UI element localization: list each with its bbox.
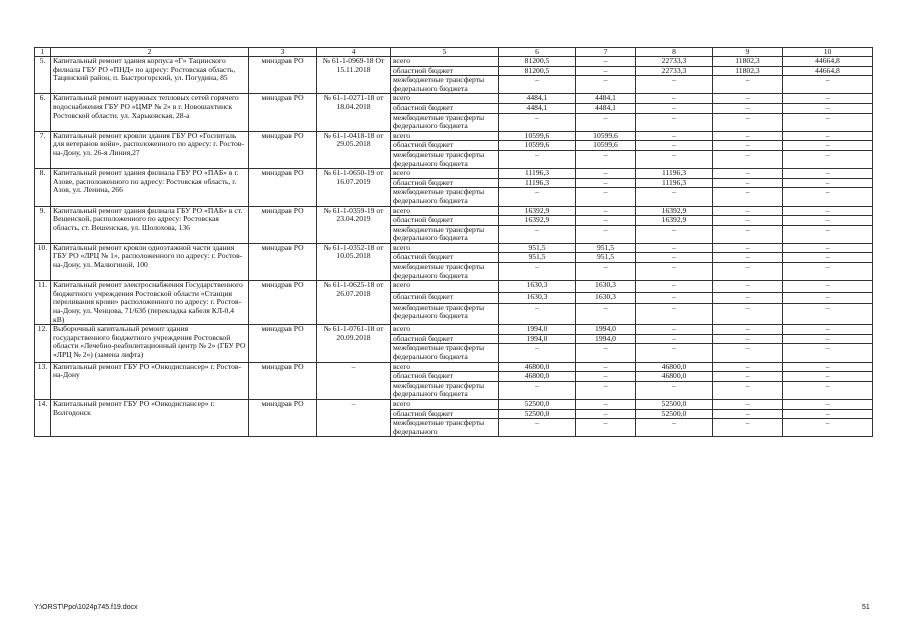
amount-cell: 11802,3 xyxy=(713,66,783,76)
amount-cell: 81200,5 xyxy=(499,66,576,76)
responsible-org: минздрав РО xyxy=(249,206,317,243)
amount-cell: – xyxy=(576,372,636,382)
amount-cell: 22733,3 xyxy=(636,57,713,67)
amount-cell: – xyxy=(713,76,783,94)
amount-cell: 10599,6 xyxy=(576,141,636,151)
amount-cell: – xyxy=(576,344,636,362)
amount-cell: – xyxy=(713,419,783,437)
amount-cell: – xyxy=(783,281,873,292)
funding-source: областной бюджет xyxy=(391,334,499,344)
budget-table xyxy=(34,47,873,437)
header-cell: 4 xyxy=(317,48,391,57)
amount-cell: – xyxy=(713,243,783,253)
amount-cell: – xyxy=(636,281,713,292)
amount-cell: – xyxy=(576,178,636,188)
amount-cell: – xyxy=(713,150,783,168)
header-cell: 1 xyxy=(35,48,51,57)
amount-cell: – xyxy=(499,303,576,324)
row-number: 12. xyxy=(35,325,51,362)
amount-cell: 16392,9 xyxy=(636,216,713,226)
amount-cell: 951,5 xyxy=(499,243,576,253)
funding-source: областной бюджет xyxy=(391,178,499,188)
object-name: Выборочный капитальный ремонт здания государственного бюджетного учреждения Ростовской области «Лечебно-реабилитационный центр № 2» (ГБУ РО «ЛРЦ № 2») (замена лифта) xyxy=(51,325,249,362)
amount-cell: – xyxy=(713,399,783,409)
amount-cell: – xyxy=(783,178,873,188)
amount-cell: – xyxy=(783,381,873,399)
amount-cell: – xyxy=(636,113,713,131)
object-name: Капитальный ремонт здания филиала ГБУ РО «ПАБ» в г. Азове, расположенного по адресу: Ростовская область, г. Азов, ул. Ленина, 266 xyxy=(51,169,249,206)
amount-cell: – xyxy=(713,263,783,281)
amount-cell: – xyxy=(713,292,783,303)
amount-cell: – xyxy=(713,281,783,292)
amount-cell: 951,5 xyxy=(576,253,636,263)
funding-source: областной бюджет xyxy=(391,103,499,113)
funding-source: межбюджетные трансферты федерального xyxy=(391,419,499,437)
amount-cell: 951,5 xyxy=(499,253,576,263)
amount-cell: 1994,0 xyxy=(499,334,576,344)
amount-cell: 1994,0 xyxy=(576,334,636,344)
funding-source: межбюджетные трансферты федерального бюджета xyxy=(391,76,499,94)
amount-cell: – xyxy=(636,103,713,113)
amount-cell: 52500,0 xyxy=(636,399,713,409)
amount-cell: 951,5 xyxy=(576,243,636,253)
amount-cell: – xyxy=(499,150,576,168)
object-name: Капитальный ремонт наружных тепловых сетей горячего водоснабжения ГБУ РО «ЦМР № 2» в г. Новошахтинск Ростовской области. ул. Харьковская, 28-а xyxy=(51,94,249,131)
funding-source: межбюджетные трансферты федерального бюджета xyxy=(391,303,499,324)
expertise-document: № 61-1-0418-18 от 29.05.2018 xyxy=(317,131,391,168)
table-row xyxy=(35,169,873,179)
amount-cell: – xyxy=(576,188,636,206)
funding-source: всего xyxy=(391,281,499,292)
expertise-document: – xyxy=(317,399,391,436)
amount-cell: 1630,3 xyxy=(576,292,636,303)
amount-cell: – xyxy=(783,419,873,437)
amount-cell: – xyxy=(783,263,873,281)
amount-cell: – xyxy=(783,188,873,206)
funding-source: областной бюджет xyxy=(391,66,499,76)
funding-source: всего xyxy=(391,325,499,335)
amount-cell: – xyxy=(499,188,576,206)
amount-cell: 16392,9 xyxy=(636,206,713,216)
amount-cell: – xyxy=(636,131,713,141)
amount-cell: – xyxy=(576,303,636,324)
amount-cell: – xyxy=(713,344,783,362)
funding-source: межбюджетные трансферты федерального бюджета xyxy=(391,188,499,206)
amount-cell: – xyxy=(576,169,636,179)
amount-cell: – xyxy=(713,372,783,382)
amount-cell: – xyxy=(576,419,636,437)
amount-cell: – xyxy=(783,131,873,141)
amount-cell: – xyxy=(636,150,713,168)
amount-cell: 10599,6 xyxy=(499,141,576,151)
funding-source: областной бюджет xyxy=(391,216,499,226)
object-name: Капитальный ремонт кровли одноэтажной части здания ГБУ РО «ЛРЦ № 1», расположенного по адресу: г. Ростов-на-Дону, ул. Малюгиной, 100 xyxy=(51,243,249,280)
funding-source: всего xyxy=(391,243,499,253)
amount-cell: 11196,3 xyxy=(636,169,713,179)
amount-cell: – xyxy=(576,113,636,131)
row-number: 11. xyxy=(35,281,51,325)
amount-cell: – xyxy=(576,216,636,226)
amount-cell: – xyxy=(713,169,783,179)
amount-cell: – xyxy=(499,263,576,281)
amount-cell: 10599,6 xyxy=(576,131,636,141)
amount-cell: – xyxy=(713,334,783,344)
amount-cell: – xyxy=(499,225,576,243)
amount-cell: – xyxy=(636,344,713,362)
amount-cell: 52500,0 xyxy=(499,409,576,419)
amount-cell: 4484,1 xyxy=(576,94,636,104)
amount-cell: – xyxy=(713,303,783,324)
amount-cell: – xyxy=(783,94,873,104)
responsible-org: минздрав РО xyxy=(249,57,317,94)
amount-cell: – xyxy=(783,243,873,253)
amount-cell: – xyxy=(783,325,873,335)
funding-source: всего xyxy=(391,399,499,409)
amount-cell: – xyxy=(576,76,636,94)
amount-cell: 44664,8 xyxy=(783,66,873,76)
funding-source: всего xyxy=(391,131,499,141)
object-name: Капитальный ремонт кровли здания ГБУ РО «Госпиталь для ветеранов войн», расположенного по адресу: г. Ростов-на-Дону, ул. 26-я Линия,27 xyxy=(51,131,249,168)
row-number: 6. xyxy=(35,94,51,131)
object-name: Капитальный ремонт здания филиала ГБУ РО «ПАБ» в ст. Вешенской, расположенного по адресу: Ростовская область, ст. Вешенская, ул. Шолохова, 136 xyxy=(51,206,249,243)
responsible-org: минздрав РО xyxy=(249,169,317,206)
funding-source: областной бюджет xyxy=(391,253,499,263)
amount-cell: – xyxy=(783,113,873,131)
header-cell: 9 xyxy=(713,48,783,57)
amount-cell: 1630,3 xyxy=(499,292,576,303)
funding-source: всего xyxy=(391,362,499,372)
table-row xyxy=(35,57,873,67)
amount-cell: – xyxy=(713,141,783,151)
header-cell: 5 xyxy=(391,48,499,57)
footer-page-number: 51 xyxy=(862,604,870,611)
amount-cell: 22733,3 xyxy=(636,66,713,76)
expertise-document: № 61-1-0352-18 от 10.05.2018 xyxy=(317,243,391,280)
amount-cell: 11802,3 xyxy=(713,57,783,67)
amount-cell: – xyxy=(499,344,576,362)
amount-cell: 81200,5 xyxy=(499,57,576,67)
amount-cell: – xyxy=(636,141,713,151)
expertise-document: № 61-1-0271-18 от 18.04.2018 xyxy=(317,94,391,131)
funding-source: областной бюджет xyxy=(391,409,499,419)
amount-cell: – xyxy=(713,225,783,243)
object-name: Капитальный ремонт ГБУ РО «Онкодиспансер» г. Ростов-на-Дону xyxy=(51,362,249,399)
amount-cell: – xyxy=(783,253,873,263)
amount-cell: – xyxy=(499,419,576,437)
header-cell: 7 xyxy=(576,48,636,57)
funding-source: межбюджетные трансферты федерального бюджета xyxy=(391,344,499,362)
responsible-org: минздрав РО xyxy=(249,399,317,436)
amount-cell: – xyxy=(783,141,873,151)
header-cell: 8 xyxy=(636,48,713,57)
header-cell: 2 xyxy=(51,48,249,57)
amount-cell: – xyxy=(576,409,636,419)
amount-cell: – xyxy=(713,103,783,113)
amount-cell: 52500,0 xyxy=(636,409,713,419)
amount-cell: 1994,0 xyxy=(576,325,636,335)
amount-cell: – xyxy=(576,150,636,168)
amount-cell: 16392,9 xyxy=(499,206,576,216)
expertise-document: № 61-1-0625-18 от 26.07.2018 xyxy=(317,281,391,325)
funding-source: областной бюджет xyxy=(391,372,499,382)
amount-cell: 11196,3 xyxy=(499,178,576,188)
amount-cell: – xyxy=(499,76,576,94)
amount-cell: – xyxy=(576,362,636,372)
amount-cell: – xyxy=(783,292,873,303)
responsible-org: минздрав РО xyxy=(249,325,317,362)
row-number: 5. xyxy=(35,57,51,94)
amount-cell: – xyxy=(783,334,873,344)
amount-cell: 46800,0 xyxy=(636,372,713,382)
amount-cell: – xyxy=(783,169,873,179)
footer-file-path: Y:\ORST\Ppo\1024p745.f19.docx xyxy=(34,604,138,611)
amount-cell: 11196,3 xyxy=(499,169,576,179)
amount-cell: – xyxy=(783,362,873,372)
table-row xyxy=(35,399,873,409)
amount-cell: – xyxy=(713,113,783,131)
amount-cell: – xyxy=(713,381,783,399)
expertise-document: № 61-1-0650-19 от 16.07.2019 xyxy=(317,169,391,206)
header-cell: 10 xyxy=(783,48,873,57)
amount-cell: – xyxy=(636,76,713,94)
amount-cell: – xyxy=(713,188,783,206)
amount-cell: – xyxy=(576,263,636,281)
row-number: 9. xyxy=(35,206,51,243)
funding-source: межбюджетные трансферты федерального бюджета xyxy=(391,113,499,131)
amount-cell: – xyxy=(636,263,713,281)
amount-cell: – xyxy=(499,381,576,399)
amount-cell: – xyxy=(636,303,713,324)
expertise-document: № 61-1-0359-19 от 23.04.2019 xyxy=(317,206,391,243)
funding-source: всего xyxy=(391,94,499,104)
amount-cell: – xyxy=(783,103,873,113)
row-number: 13. xyxy=(35,362,51,399)
amount-cell: – xyxy=(636,381,713,399)
amount-cell: – xyxy=(636,419,713,437)
responsible-org: минздрав РО xyxy=(249,243,317,280)
header-cell: 3 xyxy=(249,48,317,57)
amount-cell: – xyxy=(713,325,783,335)
amount-cell: – xyxy=(636,94,713,104)
funding-source: всего xyxy=(391,169,499,179)
amount-cell: – xyxy=(783,216,873,226)
amount-cell: – xyxy=(783,225,873,243)
expertise-document: – xyxy=(317,362,391,399)
amount-cell: – xyxy=(713,206,783,216)
amount-cell: – xyxy=(713,216,783,226)
amount-cell: – xyxy=(713,253,783,263)
object-name: Капитальный ремонт электроснабжения Государственного бюджетного учреждения Ростовской области «Станция переливания крови» расположенного по адресу: г. Ростов-на-Дону, ул. Ченцова, 71/63б (перекладка кабеля КЛ-0,4 кВ) xyxy=(51,281,249,325)
amount-cell: 46800,0 xyxy=(499,362,576,372)
row-number: 10. xyxy=(35,243,51,280)
amount-cell: 1630,3 xyxy=(576,281,636,292)
amount-cell: 4484,1 xyxy=(576,103,636,113)
amount-cell: – xyxy=(783,206,873,216)
amount-cell: 16392,9 xyxy=(499,216,576,226)
responsible-org: минздрав РО xyxy=(249,362,317,399)
amount-cell: – xyxy=(713,362,783,372)
object-name: Капитальный ремонт ГБУ РО «Онкодиспансер» г. Волгодонск xyxy=(51,399,249,436)
amount-cell: 46800,0 xyxy=(499,372,576,382)
amount-cell: – xyxy=(499,113,576,131)
amount-cell: 10599,6 xyxy=(499,131,576,141)
amount-cell: – xyxy=(783,344,873,362)
responsible-org: минздрав РО xyxy=(249,131,317,168)
funding-source: областной бюджет xyxy=(391,292,499,303)
amount-cell: – xyxy=(783,399,873,409)
expertise-document: № 61-1-0761-18 от 20.09.2018 xyxy=(317,325,391,362)
funding-source: межбюджетные трансферты федерального бюджета xyxy=(391,150,499,168)
amount-cell: – xyxy=(636,188,713,206)
amount-cell: 52500,0 xyxy=(499,399,576,409)
amount-cell: – xyxy=(636,292,713,303)
amount-cell: – xyxy=(576,381,636,399)
amount-cell: – xyxy=(576,225,636,243)
amount-cell: – xyxy=(713,409,783,419)
amount-cell: 1994,0 xyxy=(499,325,576,335)
amount-cell: – xyxy=(783,372,873,382)
table-row xyxy=(35,281,873,292)
amount-cell: – xyxy=(636,253,713,263)
funding-source: межбюджетные трансферты федерального бюджета xyxy=(391,263,499,281)
amount-cell: – xyxy=(576,57,636,67)
amount-cell: – xyxy=(576,399,636,409)
table-row xyxy=(35,325,873,335)
amount-cell: – xyxy=(576,66,636,76)
amount-cell: – xyxy=(636,243,713,253)
responsible-org: минздрав РО xyxy=(249,281,317,325)
amount-cell: 1630,3 xyxy=(499,281,576,292)
object-name: Капитальный ремонт здания корпуса «Г» Тацинского филиала ГБУ РО «ПНД» по адресу: Ростовская область, Тацинский район, п. Быстрогорский, ул. Погудина, 85 xyxy=(51,57,249,94)
amount-cell: – xyxy=(636,325,713,335)
amount-cell: 11196,3 xyxy=(636,178,713,188)
amount-cell: – xyxy=(636,225,713,243)
responsible-org: минздрав РО xyxy=(249,94,317,131)
funding-source: всего xyxy=(391,206,499,216)
amount-cell: – xyxy=(783,76,873,94)
amount-cell: 46800,0 xyxy=(636,362,713,372)
funding-source: межбюджетные трансферты федерального бюджета xyxy=(391,225,499,243)
amount-cell: – xyxy=(783,150,873,168)
funding-source: всего xyxy=(391,57,499,67)
document-page xyxy=(34,47,872,437)
amount-cell: 44664,8 xyxy=(783,57,873,67)
row-number: 7. xyxy=(35,131,51,168)
amount-cell: – xyxy=(713,131,783,141)
amount-cell: – xyxy=(576,206,636,216)
expertise-document: № 61-1-0969-18 От 15.11.2018 xyxy=(317,57,391,94)
amount-cell: – xyxy=(783,303,873,324)
amount-cell: 4484,1 xyxy=(499,103,576,113)
amount-cell: 4484,1 xyxy=(499,94,576,104)
funding-source: областной бюджет xyxy=(391,141,499,151)
amount-cell: – xyxy=(713,94,783,104)
amount-cell: – xyxy=(713,178,783,188)
row-number: 14. xyxy=(35,399,51,436)
row-number: 8. xyxy=(35,169,51,206)
amount-cell: – xyxy=(636,334,713,344)
header-cell: 6 xyxy=(499,48,576,57)
funding-source: межбюджетные трансферты федерального бюджета xyxy=(391,381,499,399)
amount-cell: – xyxy=(783,409,873,419)
